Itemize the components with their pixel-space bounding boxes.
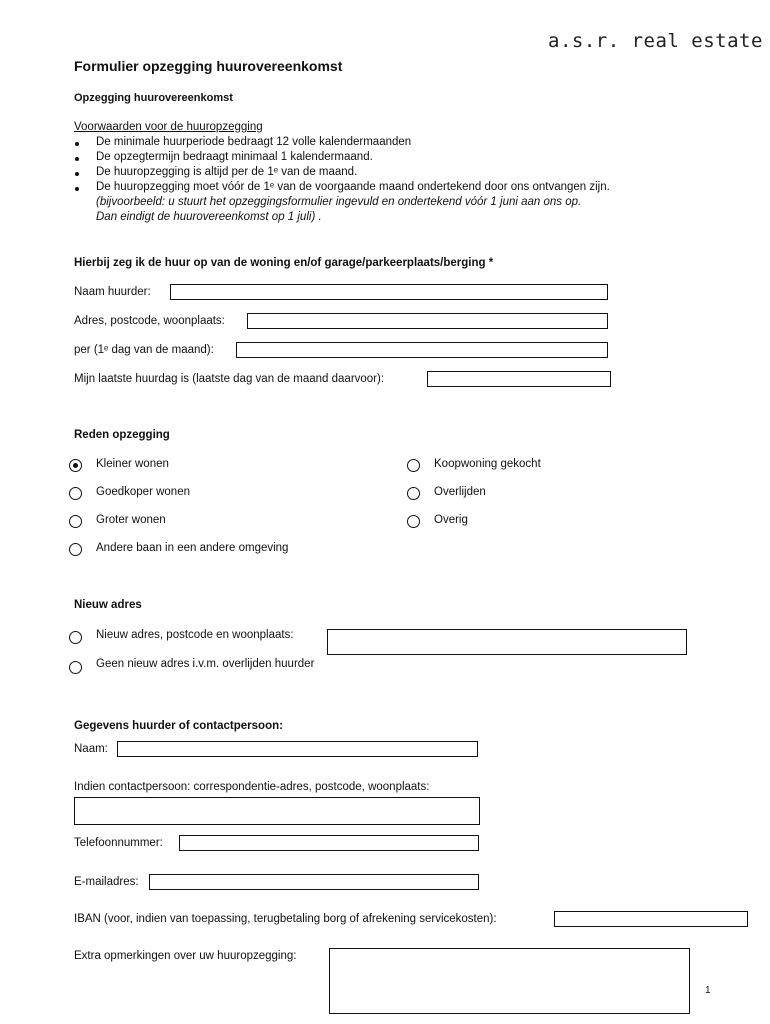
new-address-field[interactable] <box>327 629 687 655</box>
page-title: Formulier opzegging huurovereenkomst <box>74 58 343 74</box>
bullet <box>75 187 79 191</box>
reason-radio-bought-home[interactable] <box>407 459 420 472</box>
bullet <box>75 142 79 146</box>
reason-radio-other-job[interactable] <box>69 543 82 556</box>
email-field[interactable] <box>149 874 479 890</box>
reason-label-other-job: Andere baan in een andere omgeving <box>96 542 289 554</box>
iban-field[interactable] <box>554 911 748 927</box>
reason-label-cheaper: Goedkoper wonen <box>96 486 190 498</box>
no-new-address-label: Geen nieuw adres i.v.m. overlijden huurder <box>96 658 315 670</box>
condition-item: De huuropzegging is altijd per de 1ᵉ van de maand. <box>96 166 358 178</box>
brand-logo-text: a.s.r. real estate <box>548 30 763 52</box>
bullet <box>75 172 79 176</box>
name-tenant-label: Naam huurder: <box>74 286 151 298</box>
contact-heading: Gegevens huurder of contactpersoon: <box>74 720 283 732</box>
reason-label-larger: Groter wonen <box>96 514 166 526</box>
reason-label-smaller: Kleiner wonen <box>96 458 169 470</box>
date-label: per (1ᵉ dag van de maand): <box>74 344 214 356</box>
correspondence-field[interactable] <box>74 797 480 825</box>
condition-item: De minimale huurperiode bedraagt 12 volle kalendermaanden <box>96 136 412 148</box>
page-number: 1 <box>705 985 711 996</box>
new-address-label: Nieuw adres, postcode en woonplaats: <box>96 629 294 641</box>
reason-radio-deceased[interactable] <box>407 487 420 500</box>
reason-radio-cheaper[interactable] <box>69 487 82 500</box>
conditions-heading: Voorwaarden voor de huuropzegging <box>74 121 263 133</box>
reason-label-deceased: Overlijden <box>434 486 486 498</box>
new-address-radio[interactable] <box>69 631 82 644</box>
date-field[interactable] <box>236 342 608 358</box>
name-tenant-field[interactable] <box>170 284 608 300</box>
reason-radio-larger[interactable] <box>69 515 82 528</box>
remarks-label: Extra opmerkingen over uw huuropzegging: <box>74 950 297 962</box>
reason-radio-other[interactable] <box>407 515 420 528</box>
address-label: Adres, postcode, woonplaats: <box>74 315 225 327</box>
section-subtitle: Opzegging huurovereenkomst <box>74 92 233 104</box>
reason-heading: Reden opzegging <box>74 429 170 441</box>
reason-label-bought-home: Koopwoning gekocht <box>434 458 541 470</box>
condition-item: De huuropzegging moet vóór de 1ᵉ van de voorgaande maand ondertekend door ons ontvangen zijn. <box>96 181 610 193</box>
email-label: E-mailadres: <box>74 876 139 888</box>
condition-item: De opzegtermijn bedraagt minimaal 1 kalendermaand. <box>96 151 373 163</box>
reason-label-other: Overig <box>434 514 468 526</box>
termination-heading: Hierbij zeg ik de huur op van de woning en/of garage/parkeerplaats/berging * <box>74 257 494 269</box>
address-field[interactable] <box>247 313 608 329</box>
phone-label: Telefoonnummer: <box>74 837 163 849</box>
condition-example-line2: Dan eindigt de huurovereenkomst op 1 juli) . <box>96 211 322 223</box>
reason-radio-smaller[interactable] <box>69 459 82 472</box>
condition-example-line1: (bijvoorbeeld: u stuurt het opzeggingsformulier ingevuld en ondertekend vóór 1 juni aan ons op. <box>96 196 582 208</box>
last-day-field[interactable] <box>427 371 611 387</box>
contact-name-label: Naam: <box>74 743 108 755</box>
iban-label: IBAN (voor, indien van toepassing, terugbetaling borg of afrekening servicekosten): <box>74 913 497 925</box>
bullet <box>75 157 79 161</box>
contact-name-field[interactable] <box>117 741 478 757</box>
last-day-label: Mijn laatste huurdag is (laatste dag van de maand daarvoor): <box>74 373 385 385</box>
remarks-field[interactable] <box>329 948 690 1014</box>
correspondence-label: Indien contactpersoon: correspondentie-adres, postcode, woonplaats: <box>74 781 430 793</box>
no-new-address-radio[interactable] <box>69 661 82 674</box>
new-address-heading: Nieuw adres <box>74 599 142 611</box>
phone-field[interactable] <box>179 835 479 851</box>
